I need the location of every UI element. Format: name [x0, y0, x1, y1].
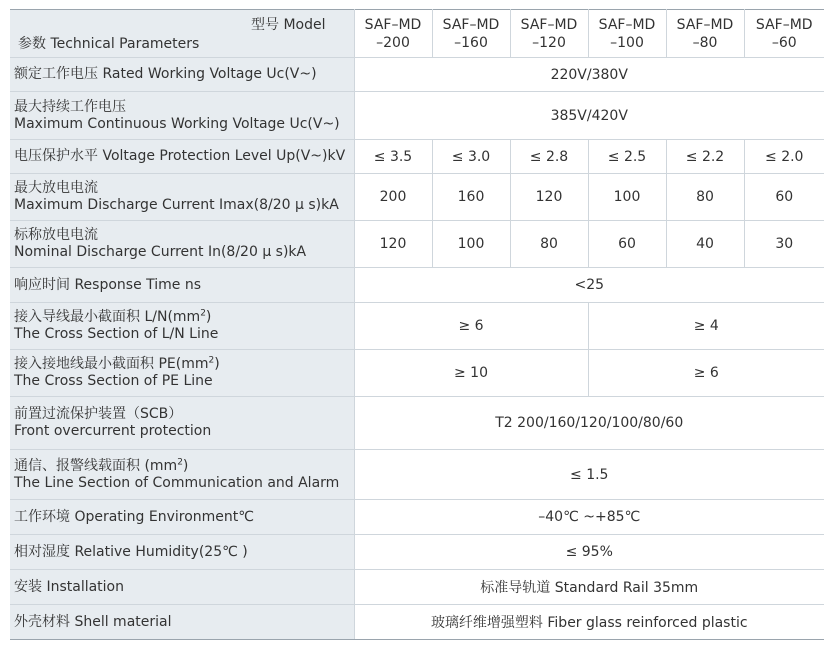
- row-label: 响应时间 Response Time ns: [10, 268, 354, 303]
- spec-table-container: [10, 9, 824, 640]
- row-value: ≥ 4: [588, 303, 824, 350]
- model-header: SAF–MD –160: [432, 10, 510, 58]
- row-value: 80: [510, 221, 588, 268]
- header-corner-cell: [10, 10, 354, 58]
- row-value: ≤ 95%: [354, 535, 824, 570]
- row-value: 60: [588, 221, 666, 268]
- table-row: [10, 605, 824, 640]
- table-row: [10, 140, 824, 174]
- row-value: ≤ 2.0: [744, 140, 824, 174]
- model-header: SAF–MD –80: [666, 10, 744, 58]
- row-label: 相对湿度 Relative Humidity(25℃ ): [10, 535, 354, 570]
- row-value: 100: [588, 174, 666, 221]
- row-value: ≤ 3.0: [432, 140, 510, 174]
- row-value: 160: [432, 174, 510, 221]
- row-value: ≥ 10: [354, 350, 588, 397]
- row-value: 标准导轨道 Standard Rail 35mm: [354, 570, 824, 605]
- parameters-label: 参数 Technical Parameters: [18, 35, 200, 52]
- table-row: [10, 570, 824, 605]
- row-label: 通信、报警线载面积 $(mm^2)$ The Line Section of Communication and Alarm: [10, 450, 354, 500]
- row-label: 最大放电电流 Maximum Discharge Current Imax(8/20 μ s)kA: [10, 174, 354, 221]
- row-value: ≤ 3.5: [354, 140, 432, 174]
- model-label: 型号 Model: [251, 16, 326, 33]
- table-row: [10, 500, 824, 535]
- row-value: 220V/380V: [354, 58, 824, 92]
- row-value: 玻璃纤维增强塑料 Fiber glass reinforced plastic: [354, 605, 824, 640]
- row-label: 额定工作电压 Rated Working Voltage Uc(V~): [10, 58, 354, 92]
- model-header: SAF–MD –60: [744, 10, 824, 58]
- row-value: T2 200/160/120/100/80/60: [354, 397, 824, 450]
- row-label: 外壳材料 Shell material: [10, 605, 354, 640]
- table-row: [10, 92, 824, 140]
- row-label: 接入导线最小截面积 $L/N(mm^2)$ The Cross Section of L/N Line: [10, 303, 354, 350]
- table-row: [10, 535, 824, 570]
- table-row: [10, 303, 824, 350]
- row-label: 电压保护水平 Voltage Protection Level Up(V~)kV: [10, 140, 354, 174]
- row-value: ≤ 2.8: [510, 140, 588, 174]
- row-label: 标称放电电流 Nominal Discharge Current In(8/20 μ s)kA: [10, 221, 354, 268]
- row-value: 120: [354, 221, 432, 268]
- row-label: 工作环境 Operating Environment℃: [10, 500, 354, 535]
- row-value: <25: [354, 268, 824, 303]
- row-value: ≤ 2.2: [666, 140, 744, 174]
- row-value: 60: [744, 174, 824, 221]
- row-value: ≤ 1.5: [354, 450, 824, 500]
- row-value: 100: [432, 221, 510, 268]
- table-row: [10, 268, 824, 303]
- model-header: SAF–MD –100: [588, 10, 666, 58]
- row-value: 30: [744, 221, 824, 268]
- row-value: ≤ 2.5: [588, 140, 666, 174]
- table-row: [10, 397, 824, 450]
- row-value: ≥ 6: [354, 303, 588, 350]
- table-row: [10, 221, 824, 268]
- model-header: SAF–MD –120: [510, 10, 588, 58]
- row-value: 120: [510, 174, 588, 221]
- row-value: 80: [666, 174, 744, 221]
- table-row: [10, 350, 824, 397]
- row-value: –40℃ ~+85℃: [354, 500, 824, 535]
- row-label: 接入接地线最小截面积 $PE(mm^2)$ The Cross Section of PE Line: [10, 350, 354, 397]
- table-row: [10, 450, 824, 500]
- model-header: SAF–MD –200: [354, 10, 432, 58]
- row-value: 385V/420V: [354, 92, 824, 140]
- row-label: 前置过流保护装置（SCB） Front overcurrent protection: [10, 397, 354, 450]
- row-value: 200: [354, 174, 432, 221]
- table-row: [10, 174, 824, 221]
- row-value: ≥ 6: [588, 350, 824, 397]
- technical-parameters-table: [10, 9, 824, 640]
- header-row: [10, 10, 824, 58]
- table-row: [10, 58, 824, 92]
- row-label: 最大持续工作电压 Maximum Continuous Working Voltage Uc(V~): [10, 92, 354, 140]
- row-label: 安装 Installation: [10, 570, 354, 605]
- row-value: 40: [666, 221, 744, 268]
